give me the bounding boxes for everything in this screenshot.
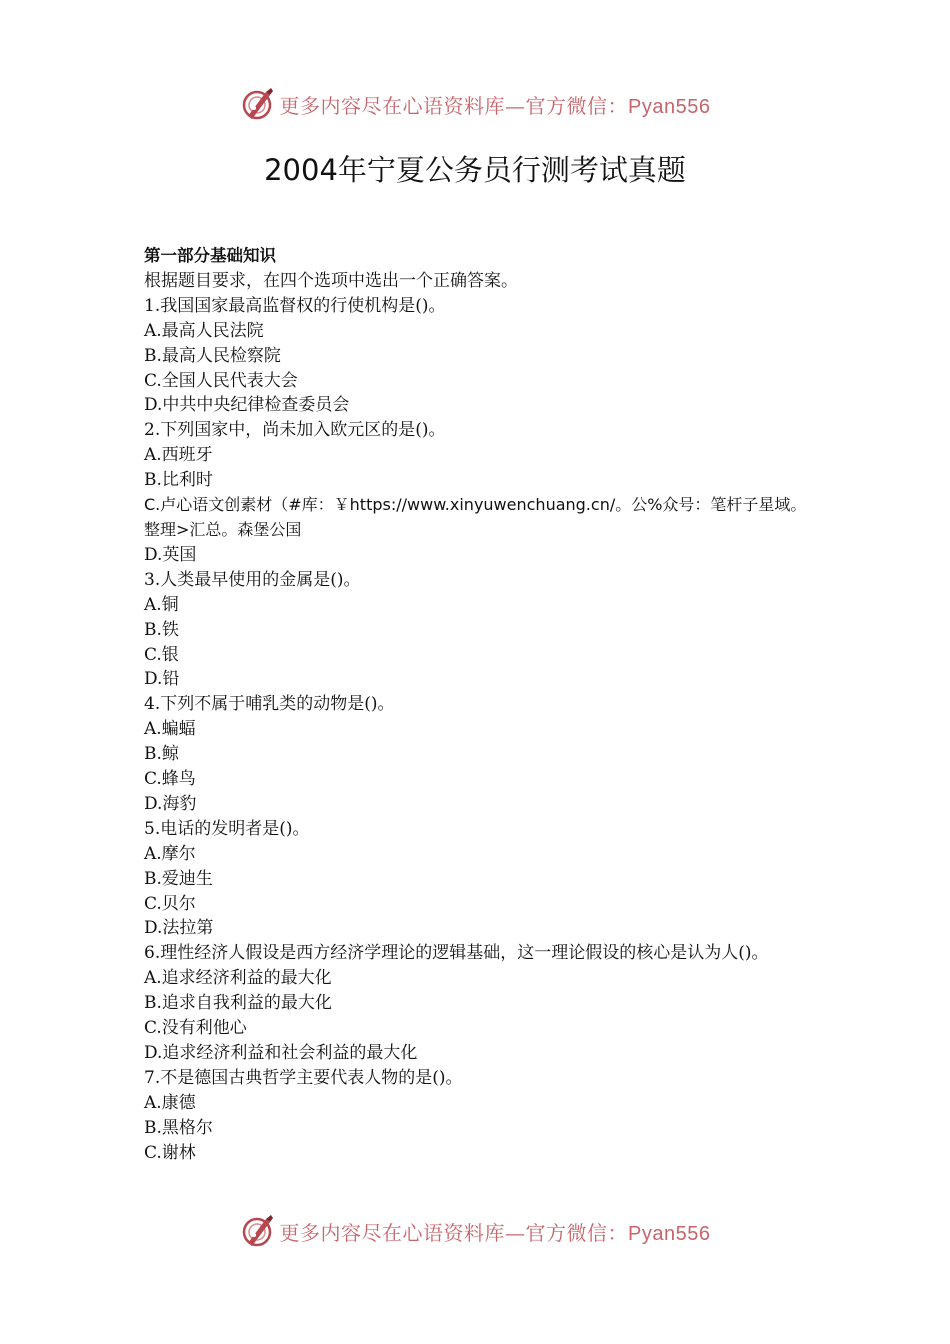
pen-logo-icon	[240, 1213, 276, 1249]
option-2d: D.英国	[144, 544, 197, 565]
option-6a: A.追求经济利益的最大化	[144, 968, 332, 989]
option-3d: D.铅	[144, 669, 180, 690]
option-7b: B.黑格尔	[144, 1117, 213, 1138]
instruction-text: 根据题目要求，在四个选项中选出一个正确答案。	[144, 270, 518, 291]
footer-banner	[0, 1211, 950, 1251]
question-2: 2.下列国家中，尚未加入欧元区的是()。	[144, 420, 446, 441]
question-7: 7.不是德国古典哲学主要代表人物的是()。	[144, 1067, 463, 1088]
option-5b: B.爱迪生	[144, 868, 213, 889]
option-5d: D.法拉第	[144, 918, 214, 939]
option-6d: D.追求经济利益和社会利益的最大化	[144, 1043, 418, 1063]
option-1a: A.最高人民法院	[144, 320, 264, 341]
banner-text	[280, 90, 711, 119]
question-3: 3.人类最早使用的金属是()。	[144, 569, 361, 590]
option-7c: C.谢林	[144, 1142, 196, 1163]
option-2a: A.西班牙	[144, 445, 213, 466]
page-title: 2004年宁夏公务员行测考试真题	[264, 153, 686, 187]
option-2c: C.卢心语文创素材（#库：￥https://www.xinyuwenchuang.cn/。公%众号：笔杆子星域。整理>汇总。森堡公国	[144, 495, 807, 539]
option-4d: D.海豹	[144, 793, 197, 814]
option-4c: C.蜂鸟	[144, 769, 196, 790]
pen-logo-icon	[240, 86, 276, 122]
option-3b: B.铁	[144, 619, 179, 640]
option-3a: A.铜	[144, 594, 179, 615]
option-4a: A.蝙蝠	[144, 719, 196, 740]
option-6c: C.没有利他心	[144, 1018, 247, 1039]
option-4b: B.鲸	[144, 744, 179, 765]
option-1b: B.最高人民检察院	[144, 345, 281, 366]
option-2b: B.比利时	[144, 470, 213, 491]
wechat-id: Pyan556	[628, 95, 711, 118]
option-6b: B.追求自我利益的最大化	[144, 993, 332, 1014]
question-6: 6.理性经济人假设是西方经济学理论的逻辑基础，这一理论假设的核心是认为人()。	[144, 943, 769, 964]
header-banner	[0, 84, 950, 124]
section-heading: 第一部分基础知识	[144, 246, 276, 265]
option-1d: D.中共中央纪律检查委员会	[144, 395, 350, 416]
banner-slogan: 更多内容尽在心语资料库—官方微信：	[279, 93, 629, 118]
question-4: 4.下列不属于哺乳类的动物是()。	[144, 694, 395, 715]
option-3c: C.银	[144, 644, 179, 665]
question-5: 5.电话的发明者是()。	[144, 818, 310, 839]
question-1: 1.我国国家最高监督权的行使机构是()。	[144, 295, 446, 316]
wechat-id: Pyan556	[628, 1222, 711, 1245]
option-1c: C.全国人民代表大会	[144, 370, 298, 391]
document-body	[144, 244, 810, 1166]
banner-slogan: 更多内容尽在心语资料库—官方微信：	[279, 1220, 629, 1245]
option-7a: A.康德	[144, 1092, 196, 1113]
option-5c: C.贝尔	[144, 893, 196, 914]
option-5a: A.摩尔	[144, 843, 196, 864]
banner-text	[280, 1217, 711, 1246]
